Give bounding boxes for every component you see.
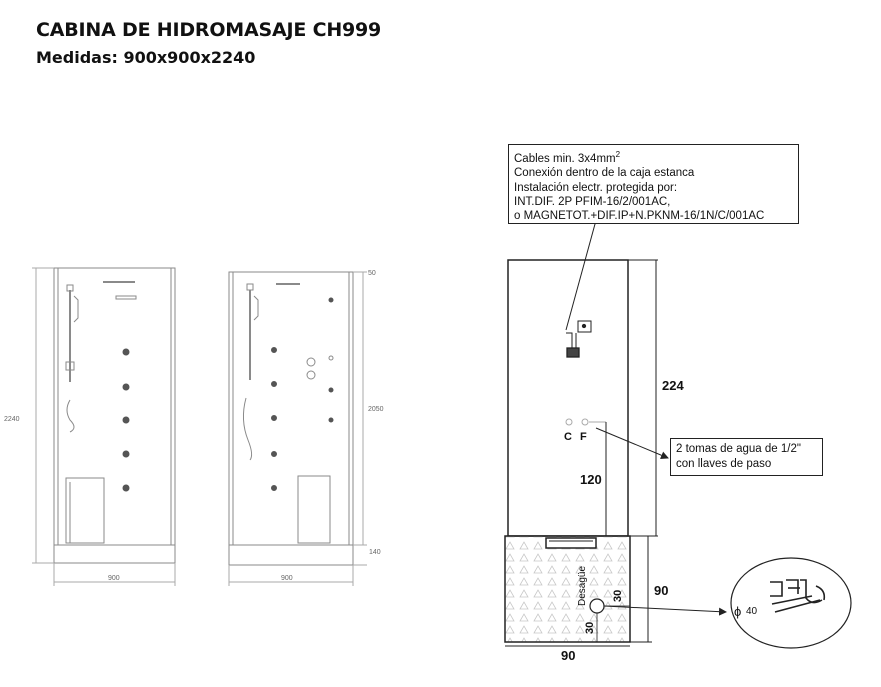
drain-diameter-label: 40	[746, 606, 758, 617]
electrical-note-line2: Conexión dentro de la caja estanca	[514, 167, 695, 180]
drain-offset-x-label: 30	[612, 589, 624, 602]
cold-label: C	[564, 431, 572, 443]
side-view-outline	[229, 272, 353, 565]
electrical-note	[508, 144, 799, 224]
electrical-note-line1: Cables min. $3x4mm^2$	[514, 150, 621, 165]
drain-label: Desagüe	[577, 565, 588, 606]
page-title: CABINA DE HIDROMASAJE CH999	[36, 19, 382, 41]
water-note-line2: con llaves de paso	[676, 458, 772, 470]
side-bottom-label: 140	[369, 549, 381, 556]
electrical-note-line5: o MAGNETOT.+DIF.IP+N.PKNM-16/1N/C/001AC	[514, 210, 765, 223]
diameter-symbol: ϕ	[734, 604, 742, 619]
drain-hole	[590, 599, 604, 613]
side-top-label: 50	[368, 270, 376, 277]
page-subtitle: Medidas: 900x900x2240	[36, 48, 256, 67]
water-note-line1: 2 tomas de agua de 1/2"	[676, 443, 801, 455]
front-width-label: 900	[108, 575, 120, 582]
side-view	[229, 272, 367, 586]
side-height-label: 2050	[368, 406, 384, 413]
drain-detail	[731, 558, 851, 648]
drain-offset-y-label: 30	[584, 621, 596, 634]
shower-tray	[505, 536, 630, 642]
electrical-note-line3: Instalación electr. protegida por:	[514, 181, 678, 194]
wall-height-label: 224	[662, 378, 684, 393]
side-view-jets	[272, 298, 334, 491]
electrical-note-line4: INT.DIF. 2P PFIM-16/2/001AC,	[514, 196, 671, 209]
front-height-label: 2240	[4, 416, 20, 423]
front-view	[32, 268, 175, 586]
side-width-label: 900	[281, 575, 293, 582]
tray-height-label: 90	[654, 583, 669, 598]
front-view-jets	[123, 349, 129, 491]
install-view	[505, 224, 851, 648]
tap-height-label: 120	[580, 472, 602, 487]
water-taps	[566, 419, 606, 425]
hot-label: F	[580, 431, 587, 443]
tray-width-label: 90	[561, 648, 576, 663]
front-view-outline	[54, 268, 175, 563]
water-note	[670, 438, 823, 476]
wall-panel	[508, 260, 628, 536]
